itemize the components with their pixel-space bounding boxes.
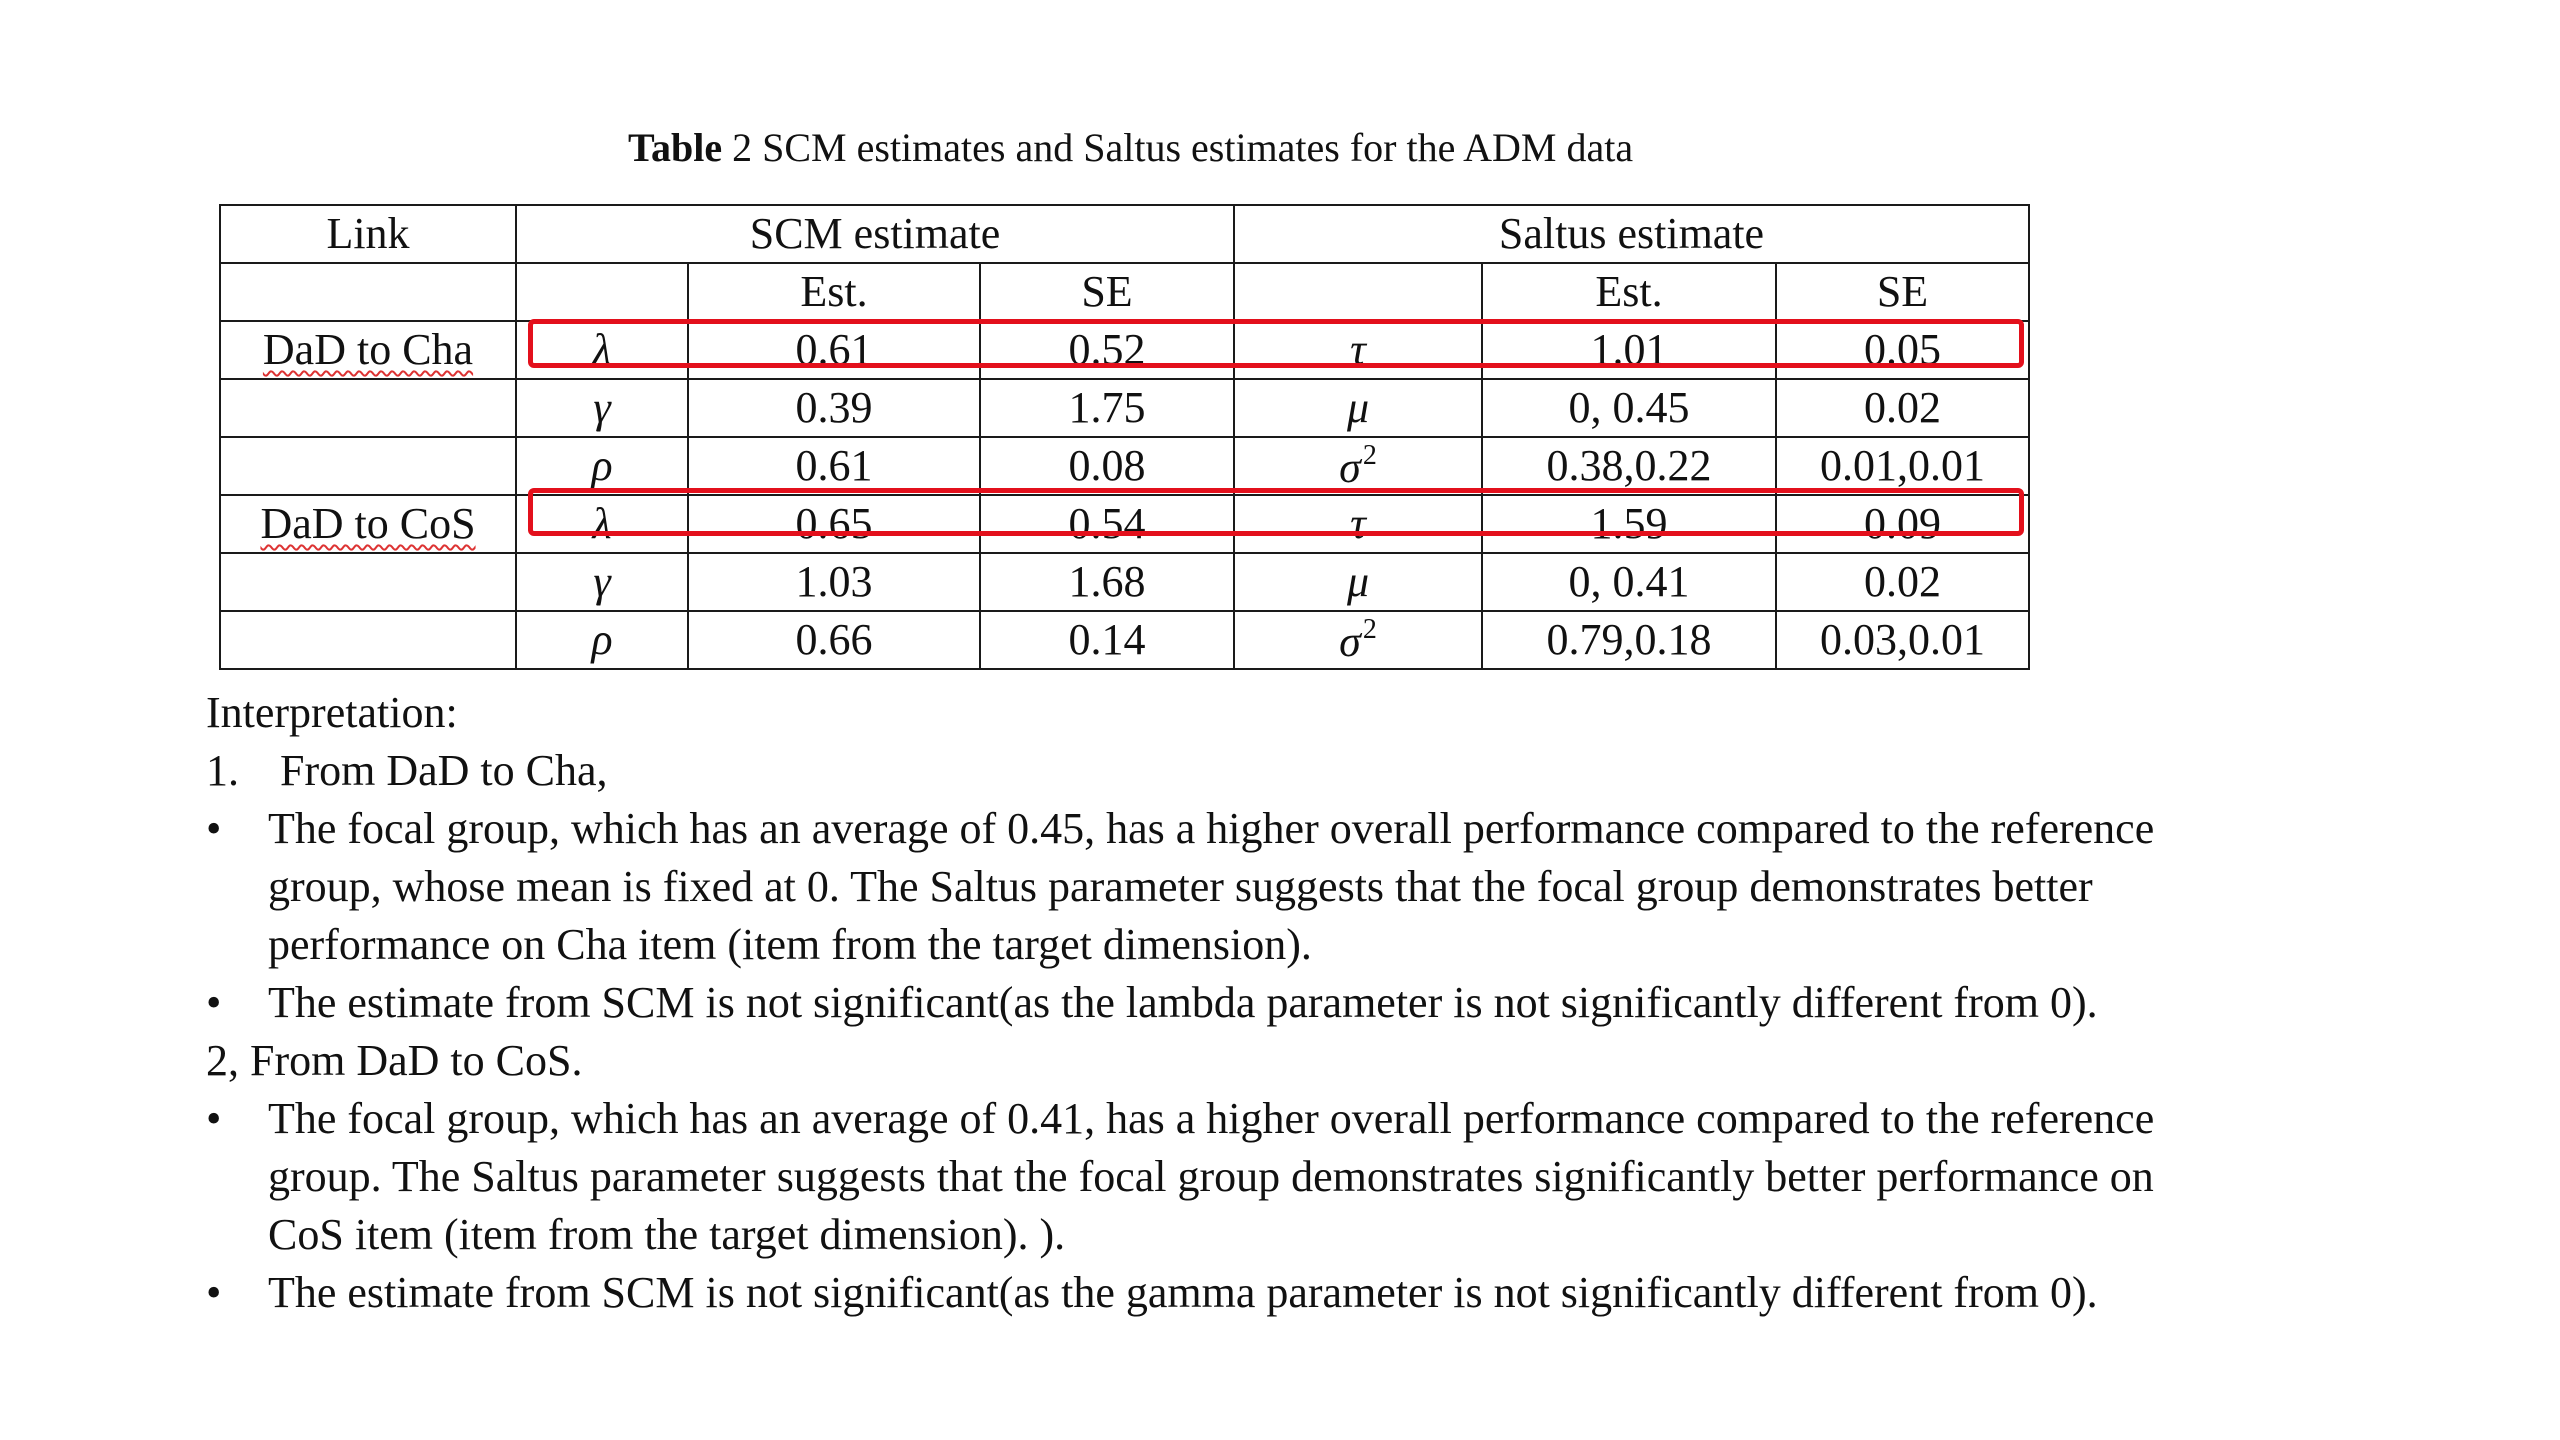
sigma-symbol: σ <box>1339 443 1361 492</box>
item-number: 1. <box>206 746 239 795</box>
link-cell <box>220 611 516 669</box>
caption-bold: Table <box>628 125 723 170</box>
saltus-param-cell <box>1234 437 1482 495</box>
saltus-est-cell: 0.38,0.22 <box>1482 437 1776 495</box>
table-header-row-1 <box>220 205 2029 263</box>
link-cell <box>220 321 516 379</box>
saltus-param-cell: μ <box>1234 553 1482 611</box>
saltus-se-cell: 0.01,0.01 <box>1776 437 2029 495</box>
bullet-text-line: The focal group, which has an average of 0.41, has a higher overall performance compared to the reference <box>268 1094 2155 1143</box>
table-header-row-2 <box>220 263 2029 321</box>
table-caption <box>628 124 1633 171</box>
saltus-est-cell: 0, 0.41 <box>1482 553 1776 611</box>
header-empty <box>220 263 516 321</box>
table-row <box>220 379 2029 437</box>
saltus-param-cell <box>1234 611 1482 669</box>
numbered-item <box>206 742 2406 800</box>
bullet-text-line: CoS item (item from the target dimension). ). <box>268 1210 1066 1259</box>
saltus-se-cell: 0.02 <box>1776 553 2029 611</box>
bullet-text-line: The estimate from SCM is not significant(as the lambda parameter is not significantly different from 0). <box>268 978 2098 1027</box>
bullet-item <box>206 1090 2406 1264</box>
saltus-est-cell: 0.79,0.18 <box>1482 611 1776 669</box>
bullet-text-line: group, whose mean is fixed at 0. The Saltus parameter suggests that the focal group demonstrates better <box>268 862 2093 911</box>
estimates-table <box>219 204 2030 670</box>
squared-exponent: 2 <box>1362 614 1377 645</box>
bullet-text-line: performance on Cha item (item from the target dimension). <box>268 920 1312 969</box>
scm-est-cell: 0.61 <box>688 437 980 495</box>
saltus-est-cell: 1.01 <box>1482 321 1776 379</box>
saltus-est-cell: 0, 0.45 <box>1482 379 1776 437</box>
bullet-item <box>206 974 2406 1032</box>
link-label: DaD to CoS <box>260 499 476 548</box>
caption-text: 2 SCM estimates and Saltus estimates for the ADM data <box>722 125 1634 170</box>
table-row <box>220 553 2029 611</box>
scm-se-cell: 1.68 <box>980 553 1234 611</box>
header-scm-est: Est. <box>688 263 980 321</box>
saltus-param-cell: τ <box>1234 321 1482 379</box>
scm-est-cell: 0.61 <box>688 321 980 379</box>
item-title: From DaD to Cha, <box>280 746 608 795</box>
scm-param-cell: λ <box>516 495 688 553</box>
link-cell <box>220 379 516 437</box>
header-link: Link <box>220 205 516 263</box>
scm-param-cell: ρ <box>516 437 688 495</box>
saltus-se-cell: 0.03,0.01 <box>1776 611 2029 669</box>
scm-se-cell: 0.14 <box>980 611 1234 669</box>
bullet-text-line: group. The Saltus parameter suggests that the focal group demonstrates significantly better performance on <box>268 1152 2154 1201</box>
saltus-se-cell: 0.09 <box>1776 495 2029 553</box>
table-row <box>220 321 2029 379</box>
interpretation-section <box>206 684 2406 1322</box>
scm-est-cell: 0.65 <box>688 495 980 553</box>
saltus-param-cell: μ <box>1234 379 1482 437</box>
header-saltus-estimate: Saltus estimate <box>1234 205 2029 263</box>
scm-se-cell: 0.08 <box>980 437 1234 495</box>
bullet-icon: • <box>206 1268 222 1317</box>
link-cell <box>220 437 516 495</box>
header-saltus-se: SE <box>1776 263 2029 321</box>
scm-est-cell: 0.39 <box>688 379 980 437</box>
table-row <box>220 495 2029 553</box>
scm-param-cell: λ <box>516 321 688 379</box>
header-scm-se: SE <box>980 263 1234 321</box>
interpretation-heading: Interpretation: <box>206 688 458 737</box>
scm-param-cell: ρ <box>516 611 688 669</box>
bullet-item <box>206 1264 2406 1322</box>
scm-param-cell: γ <box>516 379 688 437</box>
squared-exponent: 2 <box>1362 440 1377 471</box>
saltus-se-cell: 0.05 <box>1776 321 2029 379</box>
scm-se-cell: 0.54 <box>980 495 1234 553</box>
bullet-text-line: The estimate from SCM is not significant(as the gamma parameter is not significantly different from 0). <box>268 1268 2098 1317</box>
header-saltus-est: Est. <box>1482 263 1776 321</box>
saltus-est-cell: 1.59 <box>1482 495 1776 553</box>
header-empty <box>516 263 688 321</box>
bullet-item <box>206 800 2406 974</box>
sigma-symbol: σ <box>1339 617 1361 666</box>
scm-est-cell: 0.66 <box>688 611 980 669</box>
saltus-se-cell: 0.02 <box>1776 379 2029 437</box>
scm-se-cell: 0.52 <box>980 321 1234 379</box>
bullet-icon: • <box>206 978 222 1027</box>
scm-est-cell: 1.03 <box>688 553 980 611</box>
saltus-param-cell: τ <box>1234 495 1482 553</box>
bullet-text-line: The focal group, which has an average of 0.45, has a higher overall performance compared to the reference <box>268 804 2155 853</box>
bullet-icon: • <box>206 1094 222 1143</box>
scm-se-cell: 1.75 <box>980 379 1234 437</box>
link-cell <box>220 495 516 553</box>
link-label: DaD to Cha <box>262 325 474 374</box>
scm-param-cell: γ <box>516 553 688 611</box>
table-row <box>220 437 2029 495</box>
header-empty <box>1234 263 1482 321</box>
table-row <box>220 611 2029 669</box>
item-title: 2, From DaD to CoS. <box>206 1036 583 1085</box>
link-cell <box>220 553 516 611</box>
header-scm-estimate: SCM estimate <box>516 205 1234 263</box>
bullet-icon: • <box>206 804 222 853</box>
